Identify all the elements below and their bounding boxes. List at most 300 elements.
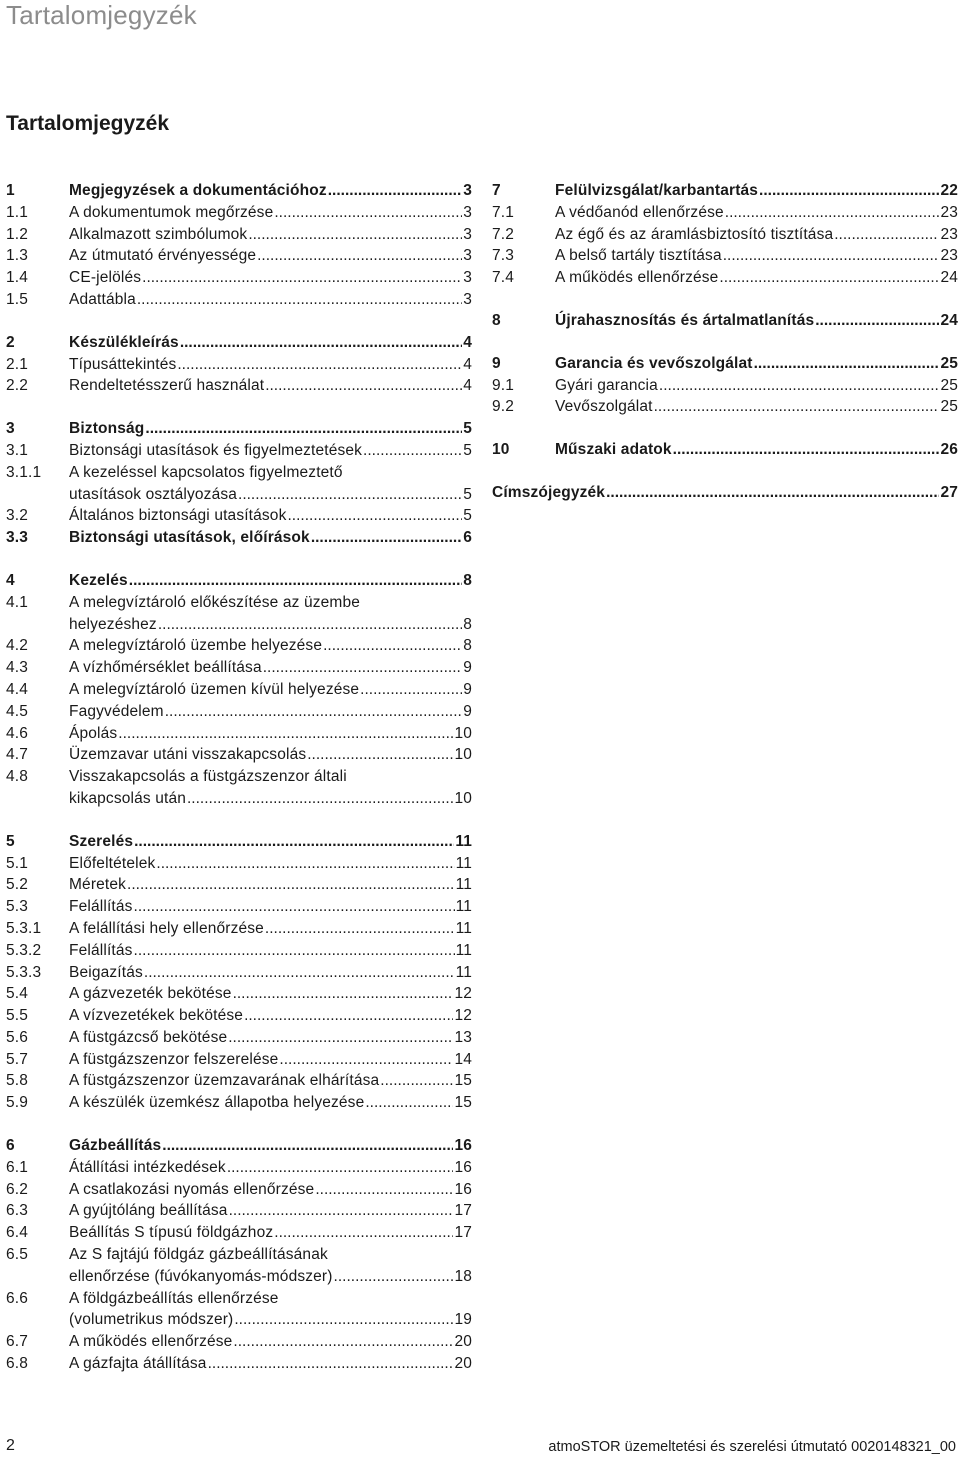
toc-entry[interactable] — [6, 896, 472, 918]
toc-entry-title: Általános biztonsági utasítások — [69, 507, 287, 525]
dot-leader — [834, 224, 939, 246]
toc-entry-body — [555, 202, 958, 224]
toc-entry-line — [555, 396, 958, 418]
footer-page-number: 2 — [6, 1437, 15, 1454]
dot-leader — [227, 1157, 454, 1179]
dot-leader — [334, 1266, 454, 1288]
dot-leader — [754, 353, 940, 375]
toc-entry-number: 6.1 — [6, 1158, 28, 1176]
toc-entry-title-line: A kezeléssel kapcsolatos figyelmeztető — [69, 463, 343, 481]
toc-entry-title: Készülékleírás — [69, 333, 179, 351]
toc-chapter-entry[interactable] — [6, 418, 472, 440]
toc-entry-title: kikapcsolás után — [69, 789, 186, 807]
toc-entry[interactable] — [6, 635, 472, 657]
toc-entry[interactable] — [6, 1049, 472, 1071]
toc-entry-number: 9 — [492, 354, 501, 372]
toc-entry-title: Gyári garancia — [555, 376, 658, 394]
toc-entry-title-line: A melegvíztároló előkészítése az üzembe — [69, 593, 361, 611]
toc-entry-page: 24 — [940, 311, 958, 329]
toc-entry[interactable] — [6, 679, 472, 701]
toc-entry-number: 3.1 — [6, 441, 28, 459]
toc-entry-line — [492, 482, 958, 504]
dot-leader — [233, 1331, 453, 1353]
toc-entry-page: 3 — [463, 203, 472, 221]
toc-entry-line — [555, 180, 958, 202]
toc-entry-body — [69, 267, 472, 289]
toc-entry-title-line: Visszakapcsolás a füstgázszenzor általi — [69, 768, 347, 786]
toc-chapter-entry[interactable] — [492, 439, 958, 461]
toc-entry-title: Felállítás — [69, 898, 133, 916]
toc-entry-body — [69, 570, 472, 592]
toc-entry-body — [69, 1027, 472, 1049]
toc-entry-body — [69, 202, 472, 224]
toc-entry[interactable] — [6, 245, 472, 267]
toc-entry-page: 18 — [454, 1267, 472, 1285]
toc-entry-title: Megjegyzések a dokumentációhoz — [69, 182, 327, 199]
toc-entry-body — [69, 744, 472, 766]
toc-entry-title: CE-jelölés — [69, 269, 142, 287]
toc-chapter-entry[interactable] — [492, 482, 958, 504]
dot-leader — [363, 440, 462, 462]
toc-section-group — [6, 570, 472, 810]
toc-entry-number: 6.4 — [6, 1224, 28, 1242]
dot-leader — [328, 180, 462, 202]
toc-entry-page: 20 — [454, 1333, 472, 1351]
dot-leader — [238, 484, 462, 506]
toc-entry-line — [555, 439, 958, 461]
toc-entry-number: 8 — [492, 311, 501, 329]
toc-entry[interactable] — [492, 396, 958, 418]
toc-entry-number: 5.3.1 — [6, 919, 42, 937]
toc-entry[interactable] — [6, 744, 472, 766]
toc-entry-page: 23 — [940, 225, 958, 243]
toc-entry[interactable] — [6, 940, 472, 962]
toc-entry-number: 5.9 — [6, 1094, 28, 1112]
toc-entry[interactable] — [6, 918, 472, 940]
dot-leader — [229, 1200, 454, 1222]
toc-entry-number: 4.7 — [6, 746, 28, 764]
toc-entry-body — [69, 766, 472, 810]
toc-entry-line — [69, 289, 472, 311]
toc-entry-body — [555, 224, 958, 246]
toc-entry-title: A melegvíztároló üzembe helyezése — [69, 637, 323, 655]
toc-entry-line — [69, 983, 472, 1005]
toc-entry[interactable] — [6, 962, 472, 984]
toc-entry-body — [69, 180, 472, 202]
toc-entry-line — [69, 1049, 472, 1071]
dot-leader — [142, 267, 462, 289]
toc-entry-line — [69, 1353, 472, 1375]
toc-entry-number: 1.4 — [6, 269, 28, 287]
toc-chapter-entry[interactable] — [6, 570, 472, 592]
dot-leader — [311, 527, 462, 549]
toc-entry-page: 20 — [454, 1355, 472, 1373]
toc-entry[interactable] — [6, 1070, 472, 1092]
toc-chapter-entry[interactable] — [492, 353, 958, 375]
toc-entry-page: 5 — [463, 507, 472, 525]
toc-entry[interactable] — [6, 657, 472, 679]
toc-entry-page: 16 — [454, 1158, 472, 1176]
dot-leader — [134, 896, 455, 918]
toc-entry[interactable] — [6, 1157, 472, 1179]
toc-entry-body — [69, 245, 472, 267]
toc-entry[interactable] — [6, 592, 472, 636]
toc-entry[interactable] — [6, 766, 472, 810]
toc-section-group — [6, 1135, 472, 1375]
toc-entry-line — [69, 332, 472, 354]
toc-entry-number: 2 — [6, 333, 15, 351]
toc-entry-body — [69, 505, 472, 527]
toc-entry-number: 5.4 — [6, 985, 28, 1003]
toc-entry-body — [69, 701, 472, 723]
toc-entry-title: Előfeltételek — [69, 854, 156, 872]
toc-entry-page: 9 — [463, 659, 472, 677]
toc-entry-title: Átállítási intézkedések — [69, 1158, 226, 1176]
toc-entry-title-line: A földgázbeállítás ellenőrzése — [69, 1289, 279, 1307]
toc-entry-page: 3 — [463, 182, 472, 199]
toc-entry[interactable] — [6, 853, 472, 875]
dot-leader — [187, 788, 453, 810]
toc-entry-page: 19 — [454, 1311, 472, 1329]
toc-entry-number: 6.3 — [6, 1202, 28, 1220]
toc-entry-line — [69, 224, 472, 246]
toc-entry[interactable] — [6, 1331, 472, 1353]
toc-entry-line — [69, 874, 472, 896]
toc-entry-line — [69, 1200, 472, 1222]
toc-entry-body — [69, 418, 472, 440]
toc-entry[interactable] — [6, 354, 472, 376]
toc-entry-number: 5.8 — [6, 1072, 28, 1090]
toc-entry-line — [69, 635, 472, 657]
toc-entry[interactable] — [6, 267, 472, 289]
toc-entry[interactable] — [6, 224, 472, 246]
toc-entry-line — [69, 657, 472, 679]
toc-entry-page: 15 — [454, 1072, 472, 1090]
toc-entry-page: 4 — [463, 333, 472, 351]
toc-entry-title: Méretek — [69, 876, 127, 894]
toc-entry[interactable] — [6, 1222, 472, 1244]
toc-entry[interactable] — [492, 375, 958, 397]
toc-entry-page: 3 — [463, 225, 472, 243]
toc-entry-number: 1.1 — [6, 203, 28, 221]
toc-entry-body — [69, 962, 472, 984]
toc-entry-number: 4.4 — [6, 680, 28, 698]
toc-entry-title: Felállítás — [69, 941, 133, 959]
toc-entry-line — [69, 505, 472, 527]
toc-entry-title: Beigazítás — [69, 963, 143, 981]
toc-entry-page: 13 — [454, 1028, 472, 1046]
toc-entry-page: 8 — [463, 571, 472, 589]
dot-leader — [365, 1092, 453, 1114]
toc-entry[interactable] — [6, 375, 472, 397]
toc-entry-title: A füstgázszenzor felszerelése — [69, 1050, 279, 1068]
toc-entry-title: Kezelés — [69, 571, 128, 589]
toc-entry-number: 7 — [492, 182, 501, 199]
toc-entry-number: 4.8 — [6, 768, 28, 786]
toc-entry-line — [69, 1309, 472, 1331]
dot-leader — [274, 1222, 453, 1244]
toc-chapter-entry[interactable] — [6, 527, 472, 549]
dot-leader — [129, 570, 462, 592]
toc-entry-page: 17 — [454, 1202, 472, 1220]
toc-entry-number: 3.3 — [6, 529, 28, 547]
toc-entry-number: 1.3 — [6, 247, 28, 265]
toc-entry-line — [69, 375, 472, 397]
toc-entry-title: A vízvezetékek bekötése — [69, 1007, 244, 1025]
toc-entry-page: 3 — [463, 269, 472, 287]
toc-entry-title: A dokumentumok megőrzése — [69, 203, 274, 221]
toc-entry-page: 11 — [455, 832, 472, 850]
toc-entry-body — [555, 396, 958, 418]
toc-entry-title: Ápolás — [69, 724, 118, 742]
toc-entry[interactable] — [6, 289, 472, 311]
toc-entry-body — [69, 332, 472, 354]
dot-leader — [177, 354, 462, 376]
toc-entry-body — [69, 1005, 472, 1027]
toc-entry-page: 11 — [455, 854, 472, 872]
toc-entry-line — [69, 267, 472, 289]
toc-entry-line — [555, 267, 958, 289]
toc-entry[interactable] — [6, 505, 472, 527]
toc-entry-title: ellenőrzése (fúvókanyomás-módszer) — [69, 1267, 333, 1285]
toc-entry[interactable] — [6, 440, 472, 462]
toc-entry-body — [555, 245, 958, 267]
toc-entry-title: Biztonsági utasítások, előírások — [69, 529, 310, 547]
toc-entry[interactable] — [6, 1200, 472, 1222]
dot-leader — [137, 289, 462, 311]
toc-entry-page: 24 — [940, 269, 958, 287]
toc-entry-line — [69, 202, 472, 224]
dot-leader — [723, 245, 940, 267]
dot-leader — [815, 310, 939, 332]
toc-entry-page: 25 — [940, 398, 958, 416]
toc-entry[interactable] — [6, 1179, 472, 1201]
toc-entry[interactable] — [6, 1092, 472, 1114]
toc-entry-body — [69, 635, 472, 657]
toc-entry-number: 4.1 — [6, 593, 28, 611]
toc-entry-title: Az útmutató érvényessége — [69, 247, 257, 265]
toc-entry-body — [69, 853, 472, 875]
toc-chapter-entry[interactable] — [492, 180, 958, 202]
dot-leader — [380, 1070, 453, 1092]
toc-entry-page: 10 — [454, 724, 472, 742]
toc-entry-body — [69, 1244, 472, 1288]
toc-entry-number: 4 — [6, 571, 15, 589]
toc-entry-title: A működés ellenőrzése — [69, 1333, 233, 1351]
toc-section-group — [492, 180, 958, 289]
toc-entry-line — [555, 202, 958, 224]
toc-entry-title: Fagyvédelem — [69, 702, 164, 720]
toc-entry-line — [69, 1005, 472, 1027]
toc-entry-body — [69, 462, 472, 506]
toc-entry[interactable] — [6, 701, 472, 723]
dot-leader — [265, 918, 455, 940]
toc-entry-page: 9 — [463, 680, 472, 698]
toc-entry-number: 5.3 — [6, 898, 28, 916]
toc-entry-line — [69, 831, 472, 853]
dot-leader — [118, 723, 453, 745]
toc-entry[interactable] — [492, 267, 958, 289]
toc-entry-body — [69, 1157, 472, 1179]
toc-entry-body — [69, 354, 472, 376]
toc-entry[interactable] — [6, 983, 472, 1005]
toc-entry[interactable] — [6, 874, 472, 896]
toc-entry-number: 6.8 — [6, 1355, 28, 1373]
toc-entry-line — [69, 614, 472, 636]
toc-entry-title: A gyújtóláng beállítása — [69, 1202, 228, 1220]
toc-entry-body — [555, 310, 958, 332]
dot-leader — [233, 983, 454, 1005]
toc-entry[interactable] — [6, 1027, 472, 1049]
toc-section-group — [6, 180, 472, 311]
toc-entry-number: 9.1 — [492, 376, 514, 394]
toc-entry-number: 7.4 — [492, 269, 514, 287]
toc-chapter-entry[interactable] — [6, 1135, 472, 1157]
toc-entry-number: 4.3 — [6, 659, 28, 677]
toc-entry-line — [555, 353, 958, 375]
dot-leader — [274, 202, 462, 224]
toc-right-column — [492, 180, 958, 525]
toc-entry-title: Típusáttekintés — [69, 355, 177, 373]
toc-entry-body — [69, 1200, 472, 1222]
toc-entry-line — [69, 570, 472, 592]
toc-entry[interactable] — [492, 202, 958, 224]
toc-entry-line — [69, 1331, 472, 1353]
page-title: Tartalomjegyzék — [6, 112, 170, 135]
toc-entry-body — [69, 983, 472, 1005]
toc-entry-body — [69, 1222, 472, 1244]
toc-entry-number: 4.2 — [6, 637, 28, 655]
toc-entry-page: 23 — [940, 203, 958, 221]
toc-entry-number: 7.3 — [492, 247, 514, 265]
toc-entry-title: A felállítási hely ellenőrzése — [69, 919, 264, 937]
toc-entry-line — [69, 245, 472, 267]
toc-entry-line — [69, 1027, 472, 1049]
dot-leader — [315, 1179, 453, 1201]
toc-entry-page: 14 — [454, 1050, 472, 1068]
dot-leader — [208, 1353, 454, 1375]
toc-entry-title: A csatlakozási nyomás ellenőrzése — [69, 1180, 315, 1198]
toc-entry-body — [69, 592, 472, 636]
toc-entry-body — [555, 180, 958, 202]
toc-entry-number: 7.1 — [492, 203, 514, 221]
toc-entry-body — [69, 874, 472, 896]
toc-section-group — [492, 310, 958, 332]
toc-entry-page: 11 — [455, 963, 472, 981]
dot-leader — [156, 853, 454, 875]
toc-entry-page: 4 — [463, 355, 472, 373]
toc-entry-line — [69, 1157, 472, 1179]
toc-entry-page: 3 — [463, 247, 472, 265]
toc-chapter-entry[interactable] — [6, 332, 472, 354]
toc-entry-body — [69, 657, 472, 679]
dot-leader — [265, 375, 462, 397]
toc-entry-number: 6.6 — [6, 1289, 28, 1307]
toc-entry-page: 27 — [940, 483, 958, 501]
toc-entry[interactable] — [6, 1244, 472, 1288]
toc-entry[interactable] — [6, 723, 472, 745]
toc-entry-line — [69, 1135, 472, 1157]
toc-entry-title: Adattábla — [69, 290, 136, 308]
toc-chapter-entry[interactable] — [6, 831, 472, 853]
dot-leader — [257, 245, 462, 267]
toc-entry-page: 3 — [463, 290, 472, 308]
toc-entry[interactable] — [492, 224, 958, 246]
toc-entry-title: Alkalmazott szimbólumok — [69, 225, 248, 243]
toc-entry-page: 26 — [940, 441, 958, 459]
toc-entry-line — [69, 788, 472, 810]
toc-entry-page: 17 — [454, 1224, 472, 1242]
toc-entry-line — [69, 180, 472, 202]
toc-entry-title: Üzemzavar utáni visszakapcsolás — [69, 746, 307, 764]
toc-entry-number: 4.5 — [6, 702, 28, 720]
toc-entry-body — [69, 224, 472, 246]
toc-entry-title: Felülvizsgálat/karbantartás — [555, 182, 759, 199]
toc-entry[interactable] — [6, 1288, 472, 1332]
toc-entry[interactable] — [6, 462, 472, 506]
toc-entry-body — [69, 896, 472, 918]
toc-entry-body — [69, 831, 472, 853]
toc-entry-page: 11 — [455, 941, 472, 959]
toc-entry-line — [69, 940, 472, 962]
toc-entry-page: 23 — [940, 247, 958, 265]
toc-entry-title: Biztonság — [69, 420, 145, 438]
toc-entry-line — [69, 744, 472, 766]
toc-entry-line — [69, 1179, 472, 1201]
toc-entry-line — [69, 484, 472, 506]
toc-entry-page: 5 — [463, 485, 472, 503]
toc-section-group — [492, 439, 958, 461]
toc-entry[interactable] — [6, 1005, 472, 1027]
toc-entry-title: A füstgázszenzor üzemzavarának elhárítása — [69, 1072, 380, 1090]
dot-leader — [719, 267, 939, 289]
toc-entry-line — [69, 723, 472, 745]
dot-leader — [606, 482, 939, 504]
toc-entry[interactable] — [492, 245, 958, 267]
toc-entry-title: Szerelés — [69, 832, 134, 850]
toc-entry-number: 4.6 — [6, 724, 28, 742]
dot-leader — [134, 940, 455, 962]
toc-entry-number: 6.5 — [6, 1246, 28, 1264]
toc-entry-title: A védőanód ellenőrzése — [555, 203, 724, 221]
toc-entry-page: 10 — [454, 789, 472, 807]
toc-entry-body — [69, 1049, 472, 1071]
toc-entry-line — [69, 679, 472, 701]
dot-leader — [158, 614, 462, 636]
toc-entry-line — [69, 853, 472, 875]
toc-entry-body — [69, 1288, 472, 1332]
dot-leader — [725, 202, 940, 224]
toc-entry-page: 15 — [454, 1094, 472, 1112]
toc-entry-number: 6.2 — [6, 1180, 28, 1198]
toc-entry-page: 8 — [463, 615, 472, 633]
toc-entry-body — [69, 1070, 472, 1092]
toc-entry-line — [555, 310, 958, 332]
dot-leader — [127, 874, 455, 896]
toc-entry[interactable] — [6, 202, 472, 224]
toc-entry-number: 5.1 — [6, 854, 28, 872]
toc-entry-page: 16 — [454, 1137, 472, 1155]
toc-entry-page: 5 — [463, 441, 472, 459]
toc-entry-title: A vízhőmérséklet beállítása — [69, 659, 262, 677]
toc-entry[interactable] — [6, 1353, 472, 1375]
toc-chapter-entry[interactable] — [6, 180, 472, 202]
toc-entry-title: Újrahasznosítás és ártalmatlanítás — [555, 311, 815, 329]
dot-leader — [134, 831, 454, 853]
toc-entry-body — [555, 353, 958, 375]
toc-chapter-entry[interactable] — [492, 310, 958, 332]
toc-entry-line — [555, 224, 958, 246]
